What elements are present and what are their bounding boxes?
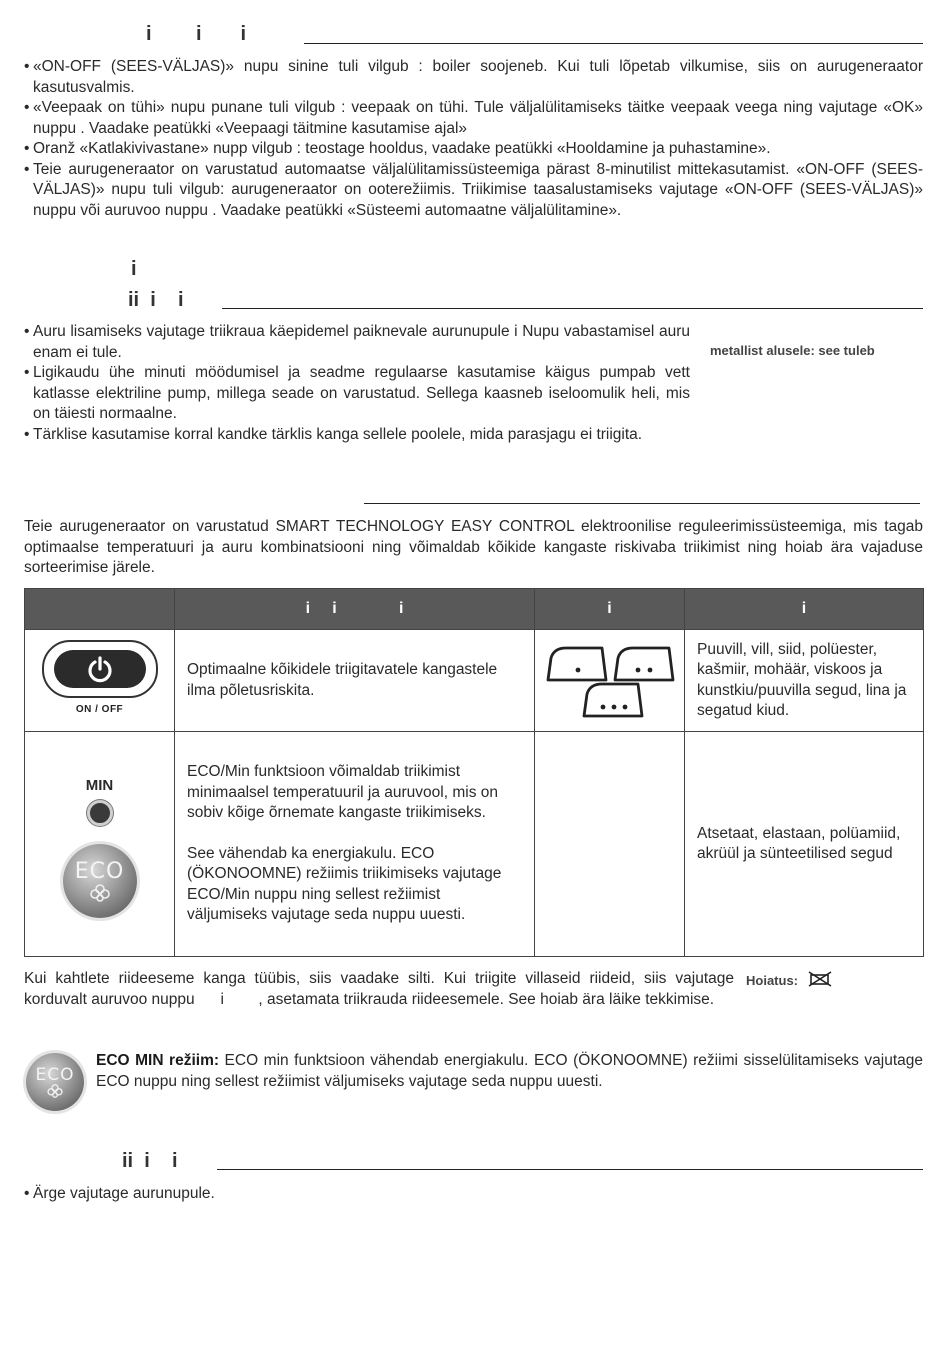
side-note: metallist alusele: see tuleb (710, 343, 875, 358)
table-header-row (25, 589, 924, 630)
table-cell: Atsetaat, elastaan, polüamiid, akrüül ja sünteetilised segud (685, 732, 924, 957)
eco-button[interactable] (63, 844, 137, 918)
eco-mode-title: ECO MIN režiim: (96, 1052, 220, 1069)
eco-mode-icon (26, 1053, 84, 1111)
min-label: MIN (85, 777, 114, 795)
eco-mode-text: ECO min funktsioon vähendab energiakulu. ECO (ÖKONOOMNE) režiimi sisselülitamiseks vajutage ECO nuppu ning sellest režiimist väljumiseks vajutage seda nuppu uuesti. (96, 1052, 928, 1090)
eco-min-cell (25, 732, 175, 957)
table-cell: Optimaalne kõikidele triigitavatele kangastele ilma põletusriskita. (175, 630, 535, 732)
power-button[interactable] (42, 640, 158, 698)
section1-rule (304, 43, 923, 44)
table-row (25, 630, 924, 732)
table-cell: Puuvill, vill, siid, polüester, kašmiir, mohäär, viskoos ja kunstkiu/puuvilla segud, lina ja segatud kiud. (685, 630, 924, 732)
table-header-cell: i i i (175, 589, 535, 630)
onoff-label: ON / OFF (75, 704, 124, 716)
section3-intro: Teie aurugeneraator on varustatud SMART TECHNOLOGY EASY CONTROL elektroonilise reguleerimissüsteemiga, mis tagab optimaalse temperatuuri ja auru kombinatsiooni ning võimaldab kõikide kangaste riskivaba triikimist ning hoiab ära vajaduse sorteerimise järele. (24, 518, 923, 576)
list-item: • Ligikaudu ühe minuti möödumisel ja seadme regulaarse kasutamise käigus pumpab vett katlasse elektriline pump, millega seade on varustatud. Sellega kaasneb iseloomulik heli, mis on täiesti normaalne. (24, 363, 690, 425)
table-header-cell: i (535, 589, 685, 630)
eco-label: ECO (74, 858, 125, 884)
eco-mode-icon-label: ECO (35, 1065, 75, 1085)
list-item: • Ärge vajutage aurunupule. (24, 1184, 923, 1205)
section4-list (24, 1184, 923, 1205)
list-item: • Auru lisamiseks vajutage triikraua käepidemel paiknevale aurunupule i Nupu vabastamisel auru enam ei tule. (24, 322, 690, 363)
section4-heading: ii i i (122, 1150, 178, 1172)
after-table-text: Kui kahtlete riideeseme kanga tüübis, siis vaadake silti. Kui triigite villaseid riideid, siis vajutage korduvalt auruvoo nuppu i , asetamata triikrauda riideesemele. See hoiab ära läike tekkimise. (24, 970, 739, 1008)
iron-temperature-icons (536, 636, 684, 726)
fabric-table (24, 588, 924, 957)
power-icon (85, 654, 115, 684)
table-row (25, 732, 924, 957)
eco-mode-paragraph (96, 1051, 928, 1092)
section4-rule (217, 1169, 923, 1170)
steam-icon (45, 1084, 65, 1098)
iron-icons-cell (535, 630, 685, 732)
iron-one-dot-icon (548, 648, 606, 680)
section2-list (24, 322, 690, 445)
list-item: • «ON-OFF (SEES-VÄLJAS)» nupu sinine tuli vilgub : boiler soojeneb. Kui tuli lõpetab vilkumise, siis on aurugeneraator kasutusvalmis. (24, 57, 923, 98)
table-header-cell (25, 589, 175, 630)
iron-two-dot-icon (615, 648, 673, 680)
table-cell (175, 732, 535, 957)
eco-description-2: See vähendab ka energiakulu. ECO (ÖKONOOMNE) režiimis triikimiseks vajutage ECO/Min nuppu ning sellest režiimist väljumiseks vajutage seda nuppu uuesti. (187, 844, 502, 924)
section2-heading-b: ii i i (128, 289, 184, 311)
steam-icon (87, 884, 113, 902)
list-item: • «Veepaak on tühi» nupu punane tuli vilgub : veepaak on tühi. Tule väljalülitamiseks täitke veepaak veega ning vajutage «OK» nuppu . Vaadake peatükki «Veepaagi täitmine kasutamise ajal» (24, 98, 923, 139)
list-item: • Tärklise kasutamise korral kandke tärklis kanga sellele poolele, mida parasjagu ei triigita. (24, 425, 690, 446)
min-indicator-light (87, 800, 113, 826)
onoff-cell (25, 630, 175, 732)
no-steam-icon (808, 971, 832, 987)
section2-rule (222, 308, 923, 309)
iron-three-dot-icon (584, 684, 642, 716)
list-item: • Oranž «Katlakivivastane» nupp vilgub : teostage hooldus, vaadake peatükki «Hooldamine ja puhastamine». (24, 139, 923, 160)
section2-heading-a: i (131, 258, 137, 280)
section1-heading: i i i (146, 23, 247, 45)
table-cell (535, 732, 685, 957)
section1-list (24, 57, 923, 221)
list-item: • Teie aurugeneraator on varustatud automaatse väljalülitamissüsteemiga pärast 8-minutilist mittekasutamist. «ON-OFF (SEES-VÄLJAS)» nupu tuli vilgub: aurugeneraator on ooterežiimis. Triikimise taasalustamiseks vajutage «ON-OFF (SEES-VÄLJAS)» nuppu või auruvoo nuppu . Vaadake peatükki «Süsteemi automaatne väljalülitamine». (24, 160, 923, 222)
table-header-cell: i (685, 589, 924, 630)
eco-description: ECO/Min funktsioon võimaldab triikimist minimaalsel temperatuuril ja auruvool, mis on sobiv kõige õrnemate kangaste triikimiseks. (187, 763, 498, 822)
section3-rule (364, 503, 920, 504)
warning-label: Hoiatus: (746, 973, 798, 988)
